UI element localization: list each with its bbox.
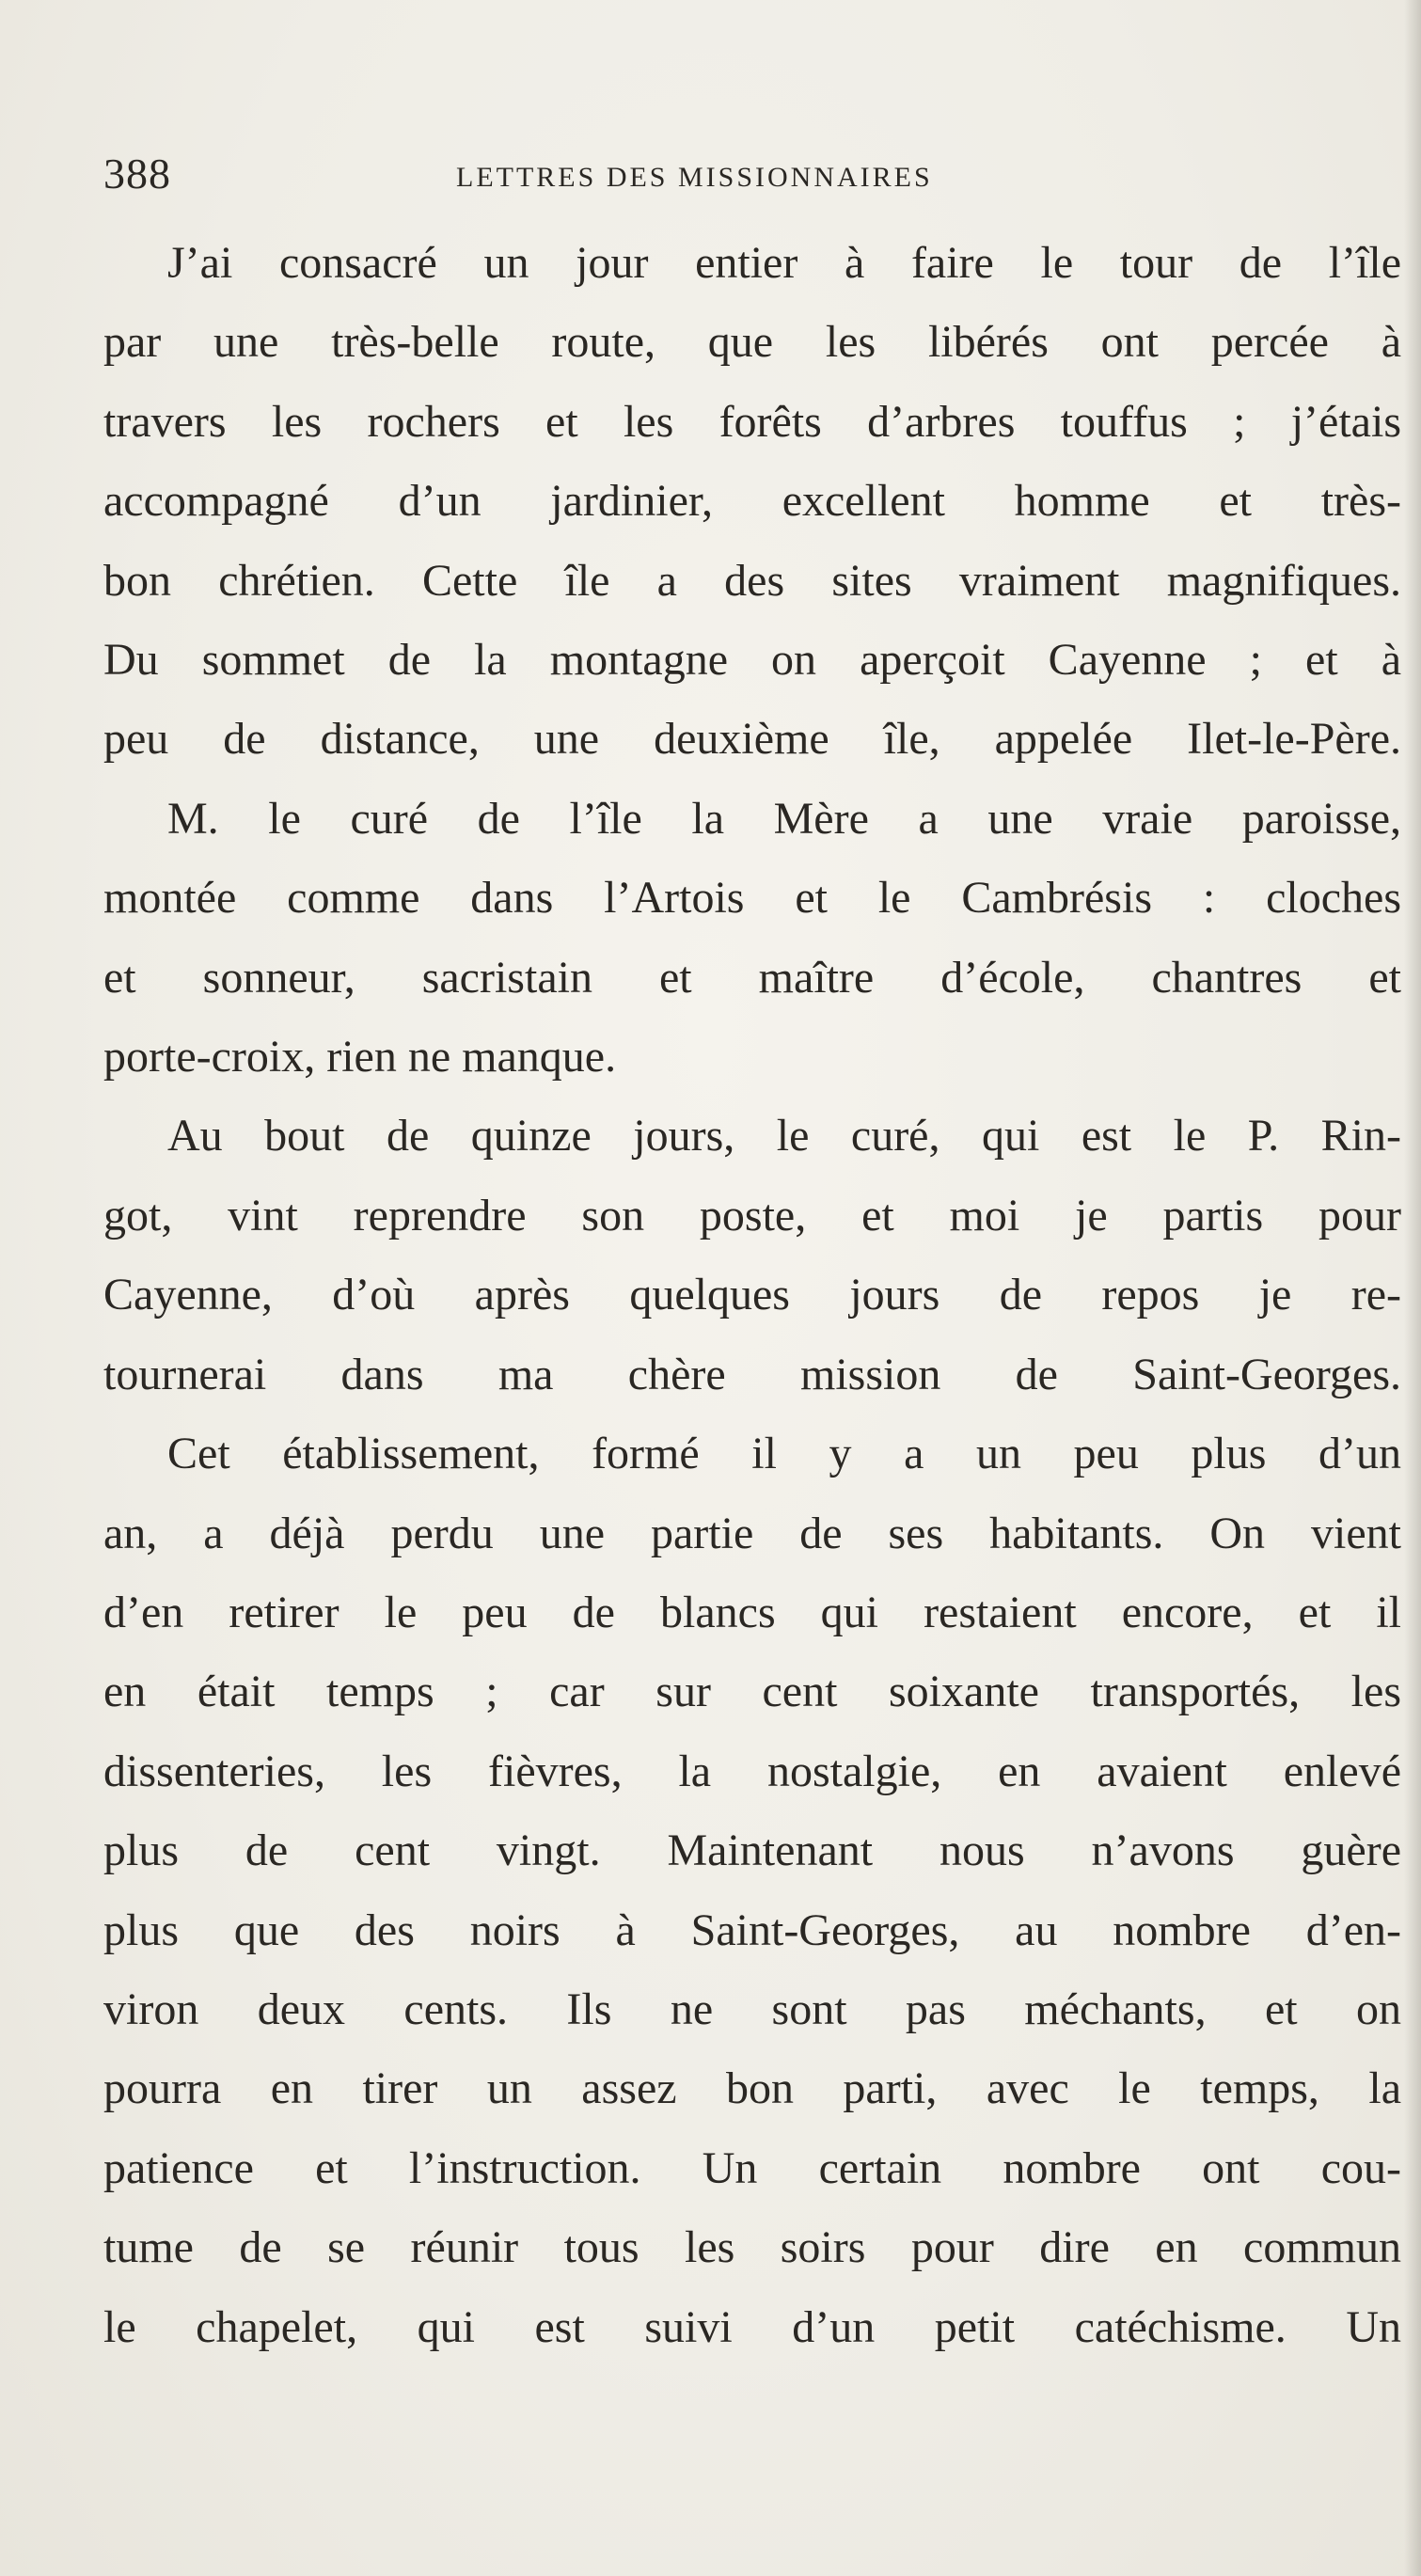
text-line: plus que des noirs à Saint-Georges, au nombre d’en-	[103, 1904, 1401, 1955]
page-header	[103, 149, 1401, 205]
text-line: dissenteries, les fièvres, la nostalgie, en avaient enlevé	[103, 1746, 1401, 1796]
body-text	[103, 224, 1401, 2367]
text-line: porte-croix, rien ne manque.	[103, 1032, 617, 1083]
text-line: tournerai dans ma chère mission de Saint-Georges.	[103, 1349, 1401, 1399]
text-line: viron deux cents. Ils ne sont pas méchants, et on	[103, 1983, 1401, 2034]
text-line: M. le curé de l’île la Mère a une vraie paroisse,	[167, 793, 1401, 844]
text-line: plus de cent vingt. Maintenant nous n’avons guère	[103, 1825, 1401, 1876]
text-line: travers les rochers et les forêts d’arbres touffus ; j’étais	[103, 396, 1401, 447]
page-edge-shadow	[1404, 0, 1421, 2576]
paragraph-3	[103, 1097, 1401, 1414]
text-line: Cayenne, d’où après quelques jours de repos je re-	[103, 1270, 1401, 1320]
paragraph-1	[103, 224, 1401, 780]
text-line: le chapelet, qui est suivi d’un petit catéchisme. Un	[103, 2301, 1401, 2352]
text-line: tume de se réunir tous les soirs pour dire en commun	[103, 2222, 1401, 2273]
text-line: Cet établissement, formé il y a un peu plus d’un	[167, 1429, 1401, 1479]
text-line: patience et l’instruction. Un certain nombre ont cou-	[103, 2142, 1401, 2193]
text-line: Du sommet de la montagne on aperçoit Cayenne ; et à	[103, 635, 1401, 686]
text-line: par une très-belle route, que les libérés ont percée à	[103, 317, 1401, 368]
text-line: et sonneur, sacristain et maître d’école, chantres et	[103, 952, 1401, 1003]
running-title: LETTRES DES MISSIONNAIRES	[456, 162, 933, 193]
text-line: an, a déjà perdu une partie de ses habitants. On vient	[103, 1508, 1401, 1558]
text-line: montée comme dans l’Artois et le Cambrésis : cloches	[103, 873, 1401, 924]
paragraph-2	[103, 780, 1401, 1098]
text-line: pourra en tirer un assez bon parti, avec le temps, la	[103, 2063, 1401, 2114]
text-line: peu de distance, une deuxième île, appelée Ilet-le-Père.	[103, 714, 1401, 765]
text-line: J’ai consacré un jour entier à faire le tour de l’île	[167, 238, 1401, 288]
text-line: en était temps ; car sur cent soixante transportés, les	[103, 1667, 1401, 1717]
text-line: bon chrétien. Cette île a des sites vraiment magnifiques.	[103, 555, 1401, 606]
text-line: got, vint reprendre son poste, et moi je partis pour	[103, 1190, 1401, 1241]
page-number: 388	[103, 150, 171, 198]
text-line: accompagné d’un jardinier, excellent homme et très-	[103, 476, 1401, 527]
text-line: d’en retirer le peu de blancs qui restaient encore, et il	[103, 1587, 1401, 1637]
text-line: Au bout de quinze jours, le curé, qui est le P. Rin-	[167, 1111, 1401, 1162]
paragraph-4	[103, 1414, 1401, 2367]
